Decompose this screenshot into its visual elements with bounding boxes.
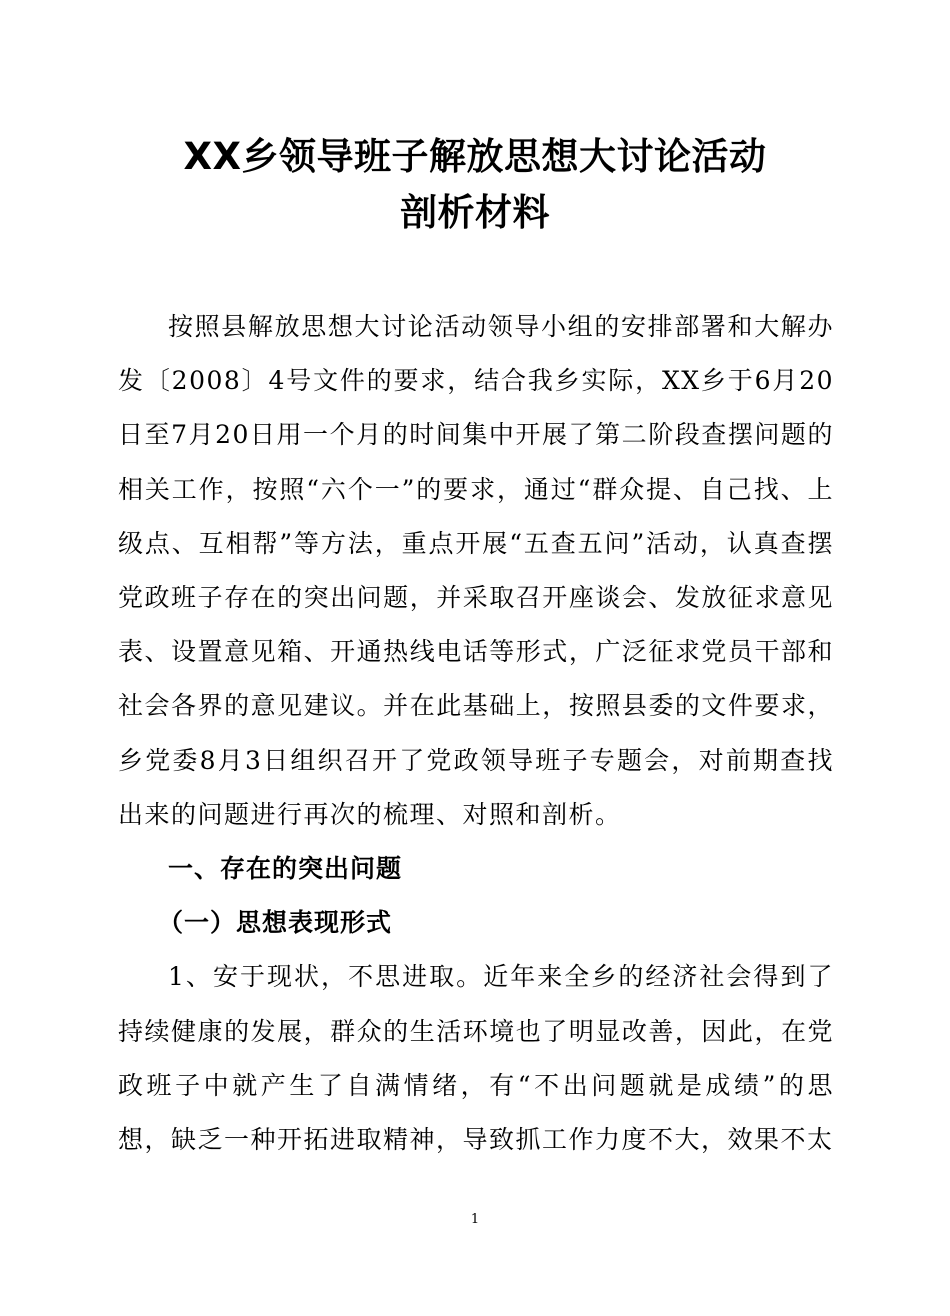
page-number: 1 (470, 1212, 480, 1227)
intro-paragraph: 按照县解放思想大讨论活动领导小组的安排部署和大解办发〔2008〕4号文件的要求，结合我乡实际，XX乡于6月20日至7月20日用一个月的时间集中开展了第二阶段查摆问题的相关工作，按照“六个一”的要求，通过“群众提、自己找、上级点、互相帮”等方法，重点开展“五查五问”活动，认真查摆党政班子存在的突出问题，并采取召开座谈会、发放征求意见表、设置意见箱、开通热线电话等形式，广泛征求党员干部和社会各界的意见建议。并在此基础上，按照县委的文件要求，乡党委8月3日组织召开了党政领导班子专题会，对前期查找出来的问题进行再次的梳理、对照和剖析。 (118, 312, 834, 829)
document-body (118, 300, 834, 1167)
document-title-line-2: 剖析材料 (400, 191, 550, 234)
subsection-heading: （一）思想表现形式 (158, 908, 393, 938)
item-paragraph: 1、安于现状，不思进取。近年来全乡的经济社会得到了持续健康的发展，群众的生活环境也了明显改善，因此，在党政班子中就产生了自满情绪，有“不出问题就是成绩”的思想，缺乏一种开拓进取精神，导致抓工作力度不大，效果不太 (118, 962, 834, 1155)
document-title-line-1: XX乡领导班子解放思想大讨论活动 (183, 135, 767, 178)
section-heading: 一、存在的突出问题 (168, 854, 403, 884)
